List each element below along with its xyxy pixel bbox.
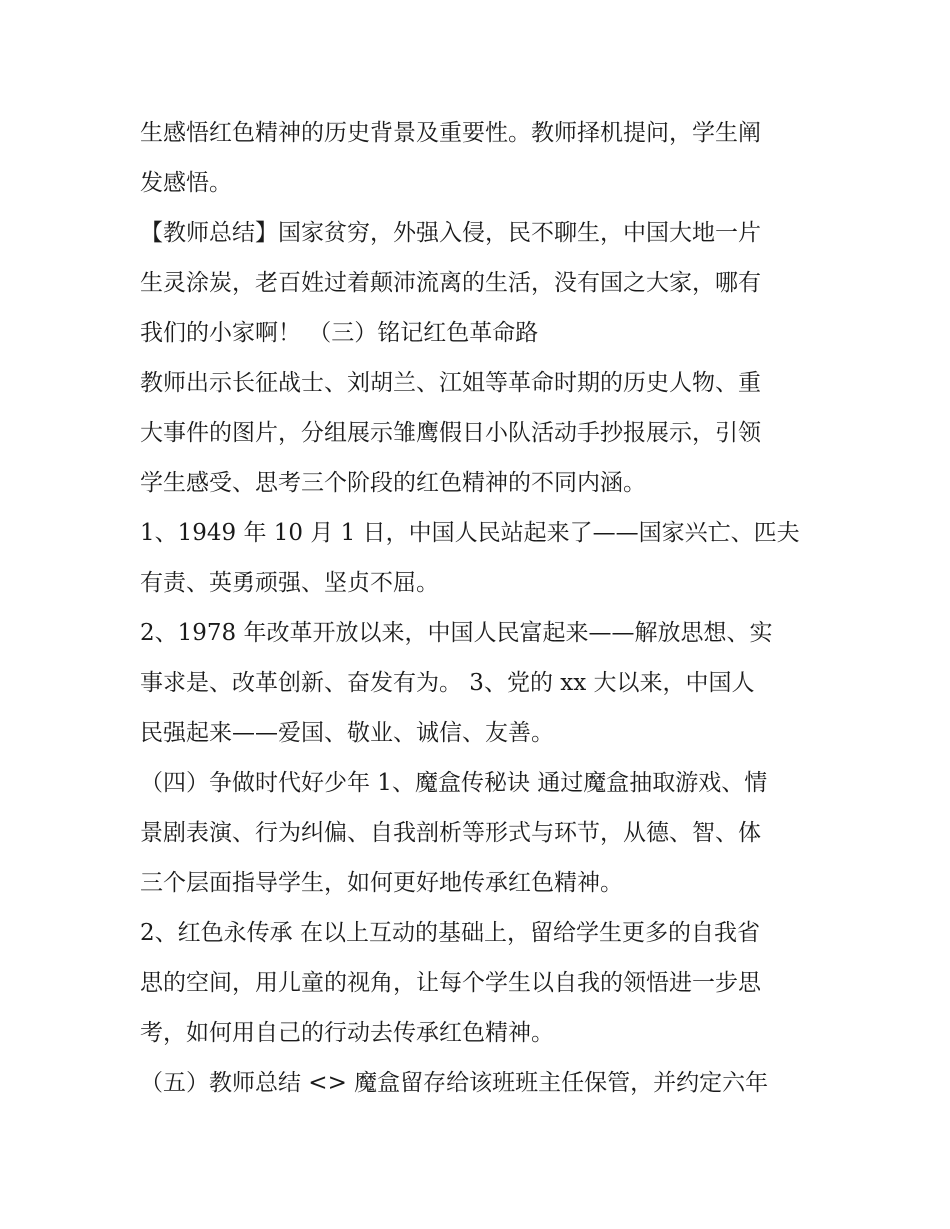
body-text	[140, 108, 830, 1108]
text-line: 景剧表演、行为纠偏、自我剖析等形式与环节，从德、智、体	[140, 820, 761, 846]
text-line: 大事件的图片，分组展示雏鹰假日小队活动手抄报展示，引领	[140, 420, 761, 446]
text-line: 生灵涂炭，老百姓过着颠沛流离的生活，没有国之大家，哪有	[140, 270, 761, 296]
text-line: 【教师总结】国家贫穷，外强入侵，民不聊生，中国大地一片	[140, 220, 761, 246]
text-line: 教师出示长征战士、刘胡兰、江姐等革命时期的历史人物、重	[140, 370, 761, 396]
text-line: 三个层面指导学生，如何更好地传承红色精神。	[140, 870, 623, 896]
text-line: 1、1949 年 10 月 1 日，中国人民站起来了——国家兴亡、匹夫	[140, 520, 800, 546]
text-line: 发感悟。	[140, 170, 232, 196]
text-line: 民强起来——爱国、敬业、诚信、友善。	[140, 720, 554, 746]
text-line: 2、红色永传承 在以上互动的基础上，留给学生更多的自我省	[140, 920, 760, 946]
text-line: 有责、英勇顽强、坚贞不屈。	[140, 570, 439, 596]
text-line: （四）争做时代好少年 1、魔盒传秘诀 通过魔盒抽取游戏、情	[140, 770, 768, 796]
text-line: 学生感受、思考三个阶段的红色精神的不同内涵。	[140, 470, 646, 496]
text-line: 我们的小家啊！ （三）铭记红色革命路	[140, 320, 539, 346]
text-line: 思的空间，用儿童的视角，让每个学生以自我的领悟进一步思	[140, 970, 761, 996]
text-line: 考，如何用自己的行动去传承红色精神。	[140, 1020, 554, 1046]
text-line: 2、1978 年改革开放以来，中国人民富起来——解放思想、实	[140, 620, 773, 646]
text-line: 生感悟红色精神的历史背景及重要性。教师择机提问，学生阐	[140, 120, 761, 146]
text-line: 事求是、改革创新、奋发有为。 3、党的 xx 大以来，中国人	[140, 670, 755, 696]
text-line: （五）教师总结 <> 魔盒留存给该班班主任保管，并约定六年	[140, 1070, 769, 1096]
